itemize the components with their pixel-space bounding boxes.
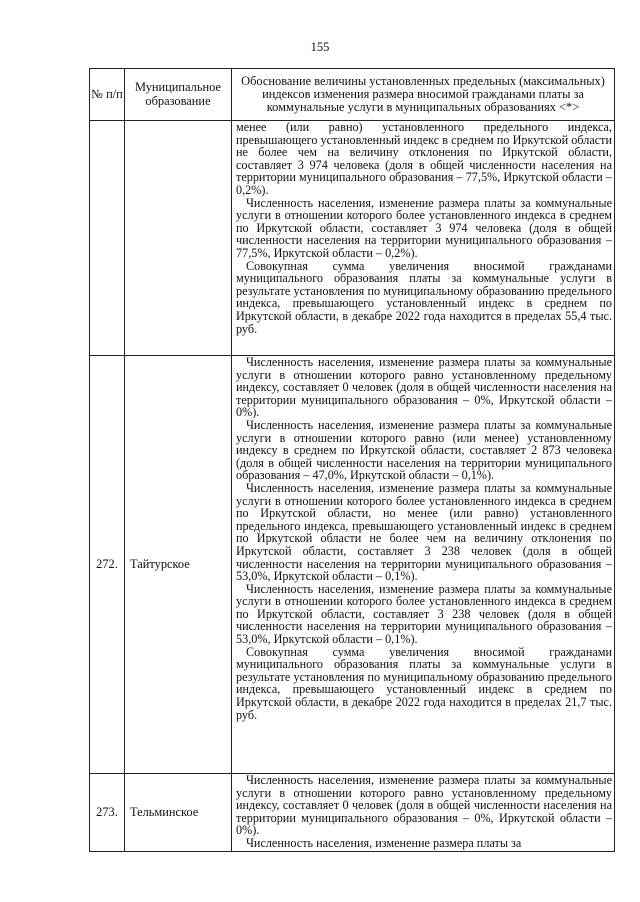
municipality-name [125,121,232,356]
justification-paragraph: Совокупная сумма увеличения вносимой гражданами муниципального образования платы за коммунальные услуги в результате установления по муниципальному образованию предельного индекса, превышающего установленный индекс в среднем по Иркутской области, в декабре 2022 года находится в пределах 21,7 тыс. руб. [236,644,612,722]
municipality-name: Тайтурское [125,356,232,774]
municipality-name: Тельминское [125,774,232,852]
row-number: 272. [90,356,125,774]
table-row [90,356,615,774]
header-municipality: Муниципальное образование [125,69,232,121]
justification-paragraph: Численность населения, изменение размера платы за коммунальные услуги в отношении которого более установленного индекса в среднем по Иркутской области, но менее (или равно) установленного предельного индекса, превышающего установленный индекс в среднем по Иркутской области не более чем на величину отклонения по Иркутской области, составляет 3 238 человек (доля в общей численности населения на территории муниципального образования – 53,0%, Иркутской области – 0,1%). [236,480,612,584]
table-row [90,121,615,356]
justification-paragraph: Численность населения, изменение размера платы за коммунальные услуги в отношении которого равно (или менее) установленному индексу в среднем по Иркутской области, составляет 2 873 человека (доля в общей численности населения на территории муниципального образования – 47,0%, Иркутской области – 0,1%). [236,417,612,483]
row-number [90,121,125,356]
tariff-index-table [89,68,615,852]
justification-cell [232,774,615,852]
justification-paragraph: Численность населения, изменение размера платы за коммунальные услуги в отношении которого более установленного индекса в среднем по Иркутской области, составляет 3 974 человека (доля в общей численности населения на территории муниципального образования – 77,5%, Иркутской области – 0,2%). [236,195,612,260]
page-number: 155 [310,40,330,54]
justification-paragraph: Численность населения, изменение размера платы за коммунальные услуги в отношении которого равно установленному предельному индексу, составляет 0 человек (доля в общей численности населения на территории муниципального образования – 0%, Иркутской области – 0%). [236,773,612,838]
justification-paragraph: Численность населения, изменение размера платы за коммунальные услуги в отношении которого равно установленному предельному индексу, составляет 0 человек (доля в общей численности населения на территории муниципального образования – 0%, Иркутской области – 0%). [236,355,612,420]
justification-paragraph: Численность населения, изменение размера платы за коммунальные услуги в отношении которого более установленного индекса в среднем по Иркутской области, составляет 3 238 человек (доля в общей численности населения на территории муниципального образования – 53,0%, Иркутской области – 0,1%). [236,581,612,647]
table-header-row [90,69,615,121]
justification-paragraph: Численность населения, изменение размера платы за [246,835,522,850]
row-number: 273. [90,774,125,852]
justification-cell [232,356,615,774]
justification-paragraph: менее (или равно) установленного предельного индекса, превышающего установленный индекс в среднем по Иркутской области не более чем на величину отклонения по Иркутской области, составляет 3 974 человека (доля в общей численности населения на территории муниципального образования – 77,5%, Иркутской области – 0,2%). [236,120,612,197]
header-number: № п/п [90,69,125,121]
justification-cell [232,121,615,356]
table-row [90,774,615,852]
header-justification: Обоснование величины установленных предельных (максимальных) индексов изменения размера вносимой гражданами платы за коммунальные услуги в муниципальных образованиях <*> [232,69,615,121]
justification-paragraph: Совокупная сумма увеличения вносимой гражданами муниципального образования платы за коммунальные услуги в результате установления по муниципальному образованию предельного индекса, превышающего установленный индекс в среднем по Иркутской области, в декабре 2022 года находится в пределах 55,4 тыс. руб. [236,258,612,336]
